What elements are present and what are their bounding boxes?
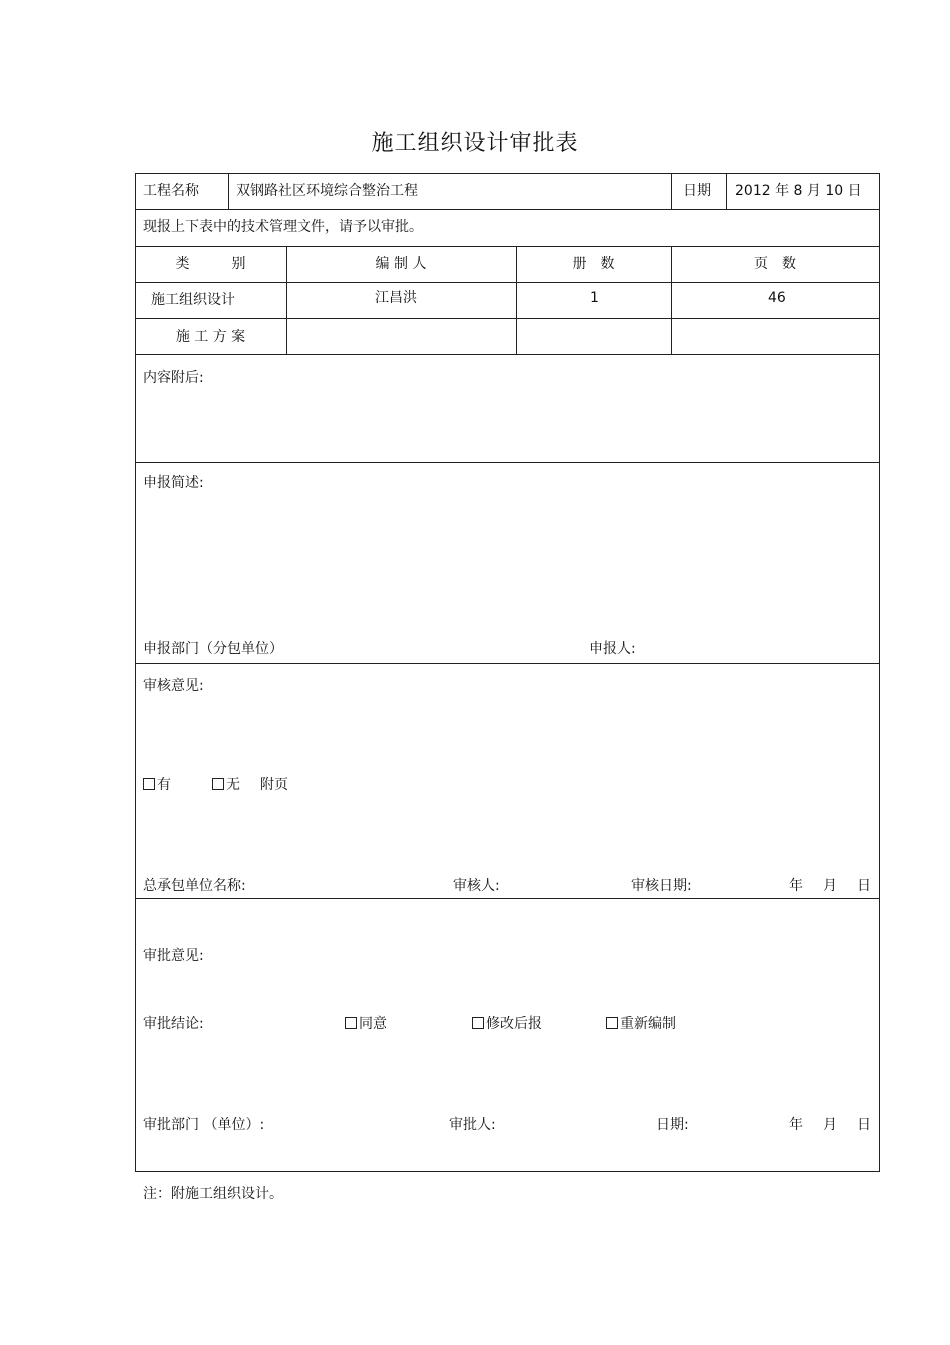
option-recompile-label: 重新编制: [620, 1016, 676, 1032]
review-opinion-label: 审核意见:: [143, 678, 204, 694]
reviewer-label: 审核人:: [453, 878, 500, 894]
approval-date-label: 日期:: [656, 1117, 689, 1133]
checkbox-revise[interactable]: [472, 1017, 484, 1029]
applicant-label: 申报人:: [589, 641, 636, 657]
table-row-category: 施工组织设计: [151, 292, 235, 308]
review-date-label: 审核日期:: [631, 878, 692, 894]
col-divider: [726, 173, 727, 209]
checkbox-recompile[interactable]: [606, 1017, 618, 1029]
row-divider: [135, 462, 879, 463]
approver-label: 审批人:: [449, 1117, 496, 1133]
row-divider: [135, 898, 879, 899]
table-row-pages: 46: [768, 290, 786, 306]
option-no-label: 无: [226, 777, 240, 793]
option-agree-label: 同意: [359, 1016, 387, 1032]
row-divider: [135, 209, 879, 210]
document-title: 施工组织设计审批表: [371, 131, 579, 156]
approval-opinion-label: 审批意见:: [143, 948, 204, 964]
conclusion-recompile-option[interactable]: [606, 1015, 676, 1033]
approval-department-label: 审批部门 （单位）:: [143, 1117, 265, 1133]
attachment-no-option[interactable]: [212, 776, 240, 794]
content-attached-label: 内容附后:: [143, 370, 204, 386]
date-value: 2012 年 8 月 10 日: [735, 183, 862, 199]
approval-month-label: 月: [823, 1117, 837, 1133]
column-header-volumes: 册 数: [572, 256, 615, 272]
review-month-label: 月: [823, 878, 837, 894]
project-name-label: 工程名称: [143, 183, 199, 199]
attachment-yes-option[interactable]: [143, 776, 171, 794]
date-label: 日期: [683, 183, 711, 199]
column-header-category: 类 别: [175, 256, 246, 272]
attachment-label: 附页: [260, 777, 288, 793]
table-row-author: 江昌洪: [375, 290, 417, 306]
row-divider: [135, 663, 879, 664]
checkbox-yes[interactable]: [143, 778, 155, 790]
table-row-category: 施 工 方 案: [175, 329, 246, 345]
column-header-pages: 页 数: [754, 256, 796, 272]
checkbox-no[interactable]: [212, 778, 224, 790]
review-day-label: 日: [857, 878, 871, 894]
application-summary-label: 申报简述:: [143, 475, 204, 491]
row-divider: [135, 246, 879, 247]
approval-day-label: 日: [857, 1117, 871, 1133]
review-year-label: 年: [789, 878, 803, 894]
col-divider: [671, 173, 672, 209]
table-row-volumes: 1: [590, 290, 599, 306]
col-divider: [228, 173, 229, 209]
footer-note: 注：附施工组织设计。: [143, 1186, 283, 1202]
intro-text: 现报上下表中的技术管理文件，请予以审批。: [143, 219, 423, 235]
conclusion-agree-option[interactable]: [345, 1015, 387, 1033]
applicant-department-label: 申报部门（分包单位）: [143, 641, 283, 657]
project-name-value: 双钢路社区环境综合整治工程: [236, 183, 418, 199]
column-header-author: 编 制 人: [375, 256, 427, 272]
row-divider: [135, 282, 879, 283]
row-divider: [135, 318, 879, 319]
row-divider: [135, 354, 879, 355]
conclusion-revise-option[interactable]: [472, 1015, 542, 1033]
approval-conclusion-label: 审批结论:: [143, 1016, 204, 1032]
option-revise-label: 修改后报: [486, 1016, 542, 1032]
contractor-name-label: 总承包单位名称:: [143, 878, 246, 894]
option-yes-label: 有: [157, 777, 171, 793]
approval-year-label: 年: [789, 1117, 803, 1133]
checkbox-agree[interactable]: [345, 1017, 357, 1029]
